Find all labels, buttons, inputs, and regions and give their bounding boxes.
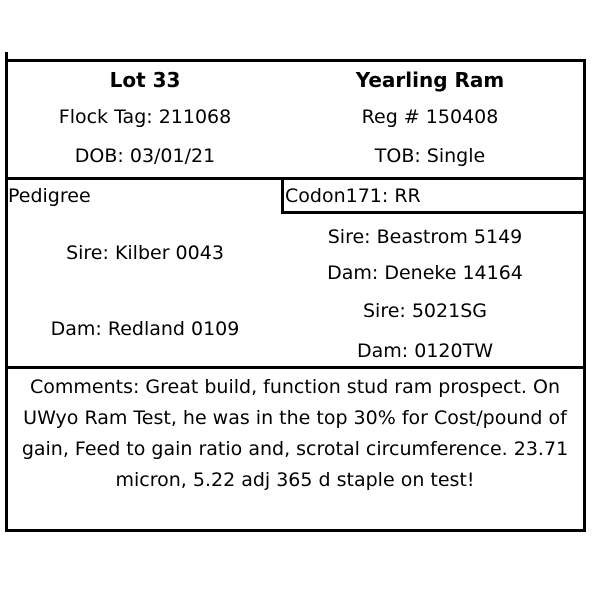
registration-number: Reg # 150408 bbox=[361, 106, 499, 128]
sire-dam-name: Dam: Deneke 14164 bbox=[327, 262, 523, 284]
codon-genotype: Codon171: RR bbox=[285, 185, 421, 207]
pedigree-label: Pedigree bbox=[8, 185, 91, 207]
comments-divider bbox=[5, 366, 586, 369]
type-of-birth: TOB: Single bbox=[374, 145, 486, 167]
date-of-birth: DOB: 03/01/21 bbox=[74, 145, 216, 167]
flock-tag: Flock Tag: 211068 bbox=[58, 106, 232, 128]
comments-text: Comments: Great build, function stud ram prospect. On UWyo Ram Test, he was in the top 30% for Cost/pound of gain, Feed to gain ratio and, scrotal circumference. 23.71 micron, 5.22 adj 365 d staple on test! bbox=[21, 376, 569, 491]
lot-number-heading: Lot 33 bbox=[109, 68, 181, 92]
dam-sire-name: Sire: 5021SG bbox=[362, 300, 487, 322]
sire-sire-name: Sire: Beastrom 5149 bbox=[327, 226, 523, 248]
header-divider bbox=[5, 177, 286, 180]
dam-name: Dam: Redland 0109 bbox=[50, 318, 240, 340]
sire-name: Sire: Kilber 0043 bbox=[66, 242, 224, 264]
animal-type-heading: Yearling Ram bbox=[355, 68, 505, 92]
dam-dam-name: Dam: 0120TW bbox=[357, 340, 493, 362]
